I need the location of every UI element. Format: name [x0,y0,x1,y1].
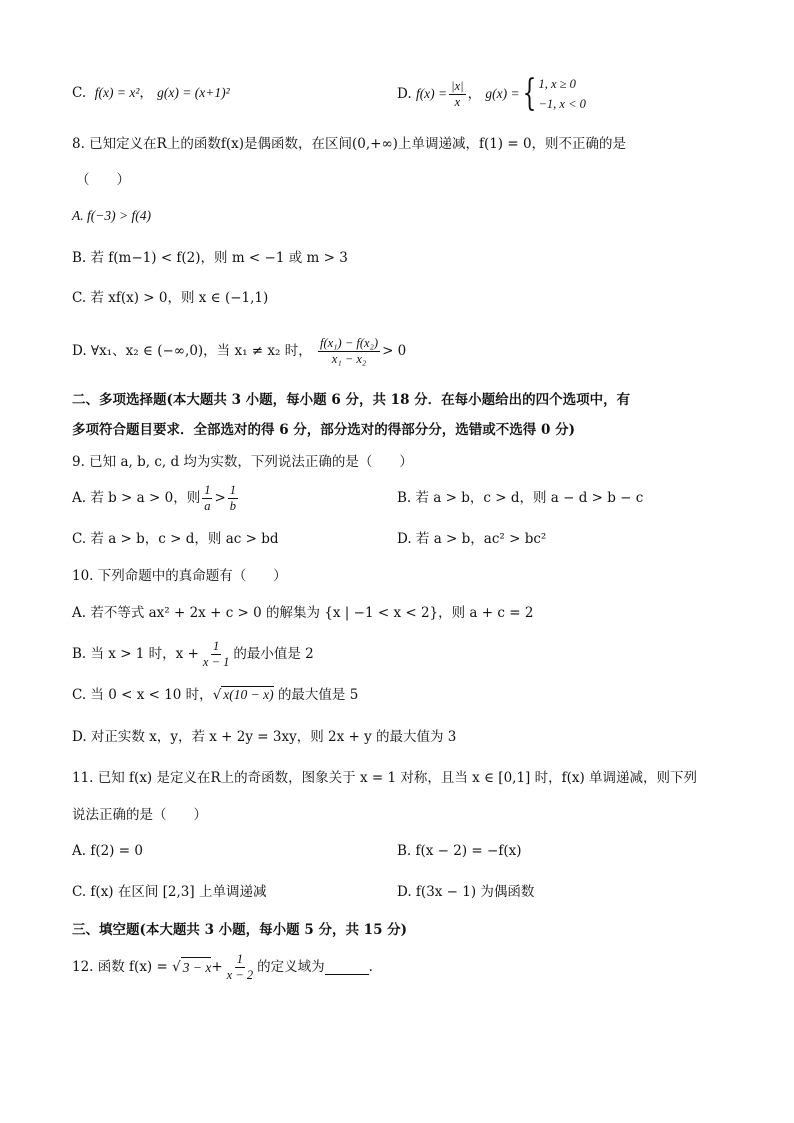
q7-d-cases [539,74,586,114]
numerator: |x| [451,78,464,93]
q12-sqrt: 3 − x [181,957,212,978]
denominator: x₁ − x₂ [331,351,367,366]
q12-fraction [225,952,255,983]
q7-option-d: D. f(x) = $\frac{|x|}{x}$ ， g(x) = { 1, x ≥ 0 −1, x < 0 [397,73,586,114]
q10-b-fraction [201,639,231,670]
q12-plus: + [211,959,223,975]
section-3-heading: 三、填空题(本大题共 3 小题，每小题 5 分，共 15 分) [72,922,408,938]
q8-d-pre: D. ∀x₁、x₂ ∈ (−∞,0)，当 x₁ ≠ x₂ 时， [72,343,312,359]
q10-c-pre: C. 当 0 < x < 10 时， [72,687,213,703]
numerator: 1 [213,638,220,653]
q7-d-f: f(x) = [415,86,448,101]
q9-a-pre: A. 若 b > a > 0，则 [72,490,201,506]
q7-c-g: g(x) = (x+1)² [157,85,230,100]
q8-option-a: A. f(−3) > f(4) [72,208,151,223]
q8-option-c: C. 若 xf(x) > 0，则 x ∈ (−1,1) [72,290,269,306]
q7-d-g: g(x) = [485,86,520,101]
q9-a-frac-1 [202,483,212,514]
q9-option-d: D. 若 a > b，ac² > bc² [397,531,547,547]
q11-option-a: A. f(2) = 0 [72,843,143,859]
q8-d-fraction [318,336,380,367]
q11-option-d: D. f(3x − 1) 为偶函数 [397,884,535,900]
q12-pre: 12. 函数 f(x) = [72,959,168,975]
denominator: b [229,498,237,513]
q11-stem-line-1: 11. 已知 f(x) 是定义在R上的奇函数，图象关于 x = 1 对称，且当 x ∈ [0,1] 时，f(x) 单调递减，则下列 [72,770,698,786]
q10-b-post: 的最小值是 2 [233,646,314,662]
section-2-heading-line-1: 二、多项选择题(本大题共 3 小题，每小题 6 分，共 18 分．在每小题给出的四个选项中，有 [72,392,631,408]
numerator: 1 [236,951,243,966]
q7-d-fraction [449,79,465,110]
q11-stem-line-2: 说法正确的是（ ） [72,807,207,823]
q10-c-post: 的最大值是 5 [277,687,359,703]
case-1: 1, x ≥ 0 [538,77,576,91]
option-label: C. [72,85,87,101]
denominator: x − 1 [202,654,230,669]
q10-b-pre: B. 当 x > 1 时，x + [72,646,199,662]
q8-option-b: B. 若 f(m−1) < f(2)，则 m < −1 或 m > 3 [72,250,348,266]
q8-stem: 8. 已知定义在R上的函数f(x)是偶函数，在区间(0,+∞)上单调递减，f(1) = 0，则不正确的是 [72,136,627,152]
q10-option-a: A. 若不等式 ax² + 2x + c > 0 的解集为 {x | −1 < x < 2}，则 a + c = 2 [72,605,534,621]
numerator: 1 [204,482,211,497]
q12-post: 的定义域为 [257,959,325,975]
q9-option-b: B. 若 a > b，c > d，则 a − d > b − c [397,490,644,506]
q9-option-c: C. 若 a > b，c > d，则 ac > bd [72,531,279,547]
q9-option-a [72,480,240,516]
denominator: x − 2 [226,967,254,982]
section-2-heading-line-2: 多项符合题目要求．全部选对的得 6 分，部分选对的得部分分，选错或不选得 0 分) [72,422,575,438]
brace-icon: { [522,73,536,114]
q10-stem: 10. 下列命题中的真命题有（ ） [72,568,287,584]
denominator: a [204,498,211,513]
q10-option-d: D. 对正实数 x，y，若 x + 2y = 3xy，则 2x + y 的最大值为 3 [72,729,457,745]
q12: 12. 函数 f(x) = √ 3 − x + $\frac{1}{x - 2}$ 的定义域为 . [72,951,373,982]
option-label: D. [397,86,412,102]
q10-option-c: C. 当 0 < x < 10 时，√ x(10 − x) 的最大值是 5 [72,687,359,703]
q11-option-b: B. f(x − 2) = −f(x) [397,843,522,859]
q10-option-b [72,636,314,672]
q7-option-c: C. f(x) = x²， g(x) = (x+1)² [72,85,230,101]
q8-option-d [72,330,406,372]
q8-paren: （ ） [76,172,130,188]
denominator: x [454,94,461,109]
q9-a-gt: > [214,490,226,506]
q11-option-c: C. f(x) 在区间 [2,3] 上单调递减 [72,884,267,900]
answer-blank[interactable] [325,960,369,975]
q8-d-post: > 0 [382,343,407,359]
q10-c-sqrt: x(10 − x) [223,687,274,702]
case-2: −1, x < 0 [538,97,586,111]
numerator: 1 [229,482,237,497]
q7-c-f: f(x) = x² [94,85,140,100]
q9-a-frac-2 [228,483,238,514]
q12-end: . [368,959,373,975]
q9-stem: 9. 已知 a, b, c, d 均为实数，下列说法正确的是（ ） [72,454,413,470]
numerator: f(x₁) − f(x₂) [320,335,379,350]
